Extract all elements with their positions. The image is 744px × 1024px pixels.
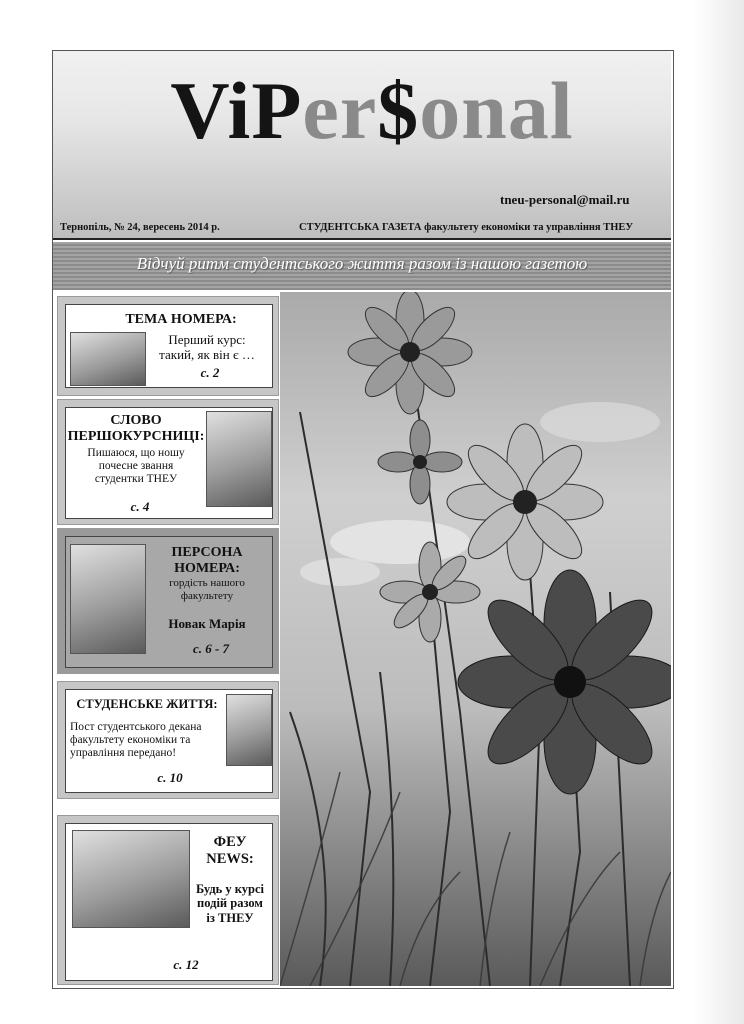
flower bbox=[447, 424, 603, 580]
text-line: із ТНЕУ bbox=[206, 910, 254, 925]
text-line: управління передано! bbox=[70, 747, 177, 760]
text-line: гордість нашого bbox=[169, 577, 245, 589]
section-student-life-page: с. 10 bbox=[157, 770, 183, 785]
section-news-text bbox=[188, 882, 272, 925]
persona-photo bbox=[70, 544, 146, 654]
text-line: факультету економіки та bbox=[70, 734, 191, 747]
slogan: Відчуй ритм студентського життя разом із нашою газетою bbox=[136, 254, 588, 273]
student-life-photo bbox=[226, 694, 272, 766]
text-line: Будь у курсі bbox=[195, 882, 265, 896]
section-topic-page: с. 2 bbox=[200, 365, 220, 380]
text-line: почесне звання bbox=[98, 460, 174, 473]
issue-info: Тернопіль, № 24, вересень 2014 р. bbox=[60, 222, 220, 233]
section-news-page: с. 12 bbox=[173, 957, 199, 972]
section-topic-heading: ТЕМА НОМЕРА: bbox=[125, 312, 237, 327]
masthead-divider bbox=[53, 238, 671, 240]
flower bbox=[348, 292, 472, 414]
topic-photo bbox=[70, 332, 146, 386]
text-line: студентки ТНЕУ bbox=[94, 473, 178, 486]
flowers-illustration bbox=[280, 292, 671, 986]
section-topic-text bbox=[146, 333, 268, 363]
heading-line: ПЕРШОКУРСНИЦІ: bbox=[67, 429, 205, 445]
cover-photo-flowers bbox=[280, 292, 671, 986]
heading-line: СЛОВО bbox=[110, 413, 162, 428]
heading-line: НОМЕРА: bbox=[174, 561, 240, 577]
news-group-photo bbox=[72, 830, 190, 928]
flower bbox=[458, 570, 671, 794]
newspaper-title bbox=[0, 66, 744, 156]
title-part: $ bbox=[377, 65, 420, 156]
heading-line: NEWS: bbox=[206, 850, 254, 867]
freshman-photo bbox=[206, 411, 272, 507]
title-part: er bbox=[302, 65, 378, 156]
section-freshman-page: с. 4 bbox=[130, 499, 150, 514]
persona-name: Новак Марія bbox=[168, 616, 246, 631]
title-part: onal bbox=[419, 65, 574, 156]
section-persona-text bbox=[146, 577, 268, 602]
section-student-life-text bbox=[70, 721, 226, 761]
section-student-life-heading: СТУДЕНСЬКЕ ЖИТТЯ: bbox=[76, 697, 218, 711]
text-line: подій разом bbox=[197, 896, 263, 911]
section-persona-heading bbox=[146, 545, 268, 577]
section-freshman-heading bbox=[66, 413, 206, 445]
contact-email[interactable]: tneu-personal@mail.ru bbox=[500, 192, 630, 207]
text-line: такий, як він є … bbox=[159, 346, 255, 362]
section-freshman-text bbox=[66, 447, 206, 487]
title-part: ViP bbox=[170, 65, 303, 156]
text-line: Перший курс: bbox=[168, 332, 246, 347]
section-persona-page: с. 6 - 7 bbox=[192, 641, 230, 656]
heading-line: ПЕРСОНА bbox=[171, 545, 243, 560]
section-news-heading bbox=[190, 834, 270, 867]
text-line: Пишаюся, що ношу bbox=[87, 447, 185, 459]
flower bbox=[378, 420, 462, 504]
heading-line: ФЕУ bbox=[213, 834, 247, 850]
text-line: Пост студентського декана bbox=[70, 721, 202, 733]
newspaper-subtitle: СТУДЕНТСЬКА ГАЗЕТА факультету економіки та управління ТНЕУ bbox=[299, 222, 634, 233]
text-line: факультету bbox=[180, 589, 234, 602]
